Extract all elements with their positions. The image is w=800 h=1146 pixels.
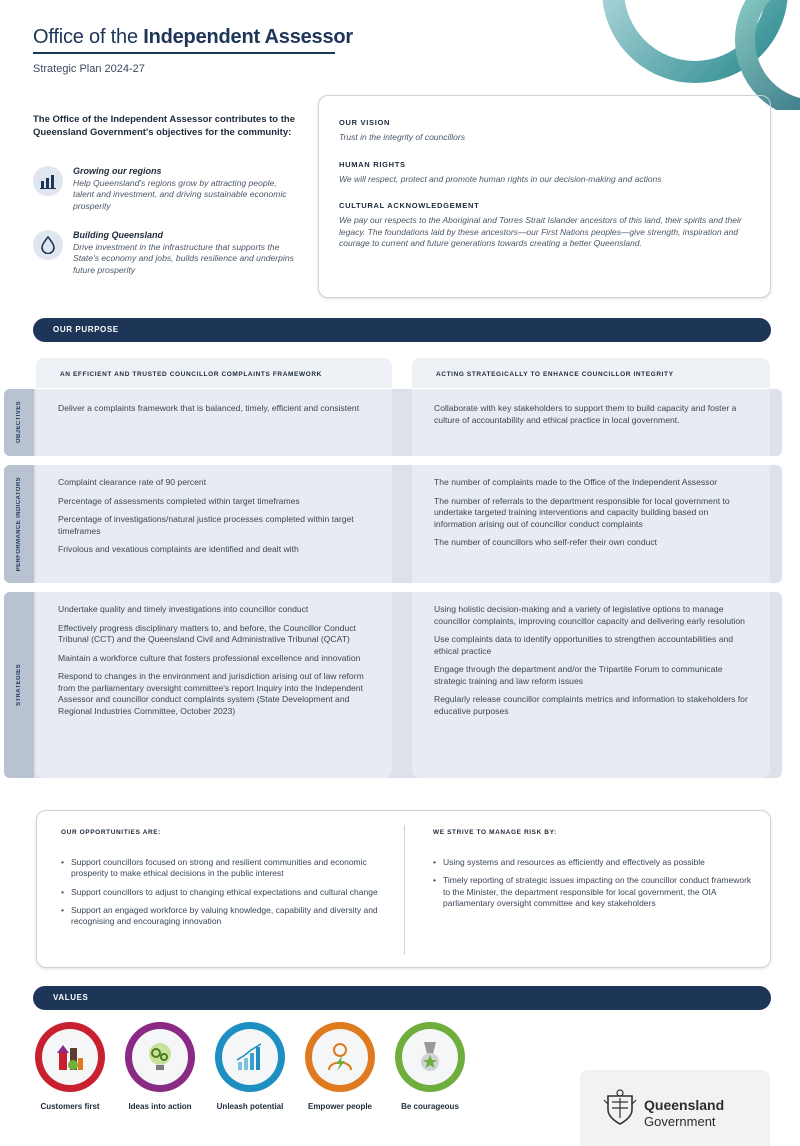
purpose-column-left-heading: AN EFFICIENT AND TRUSTED COUNCILLOR COMPLAINTS FRAMEWORK [36,358,392,388]
title-regular: Office of the [33,26,138,48]
purpose-column-right-heading: ACTING STRATEGICALLY TO ENHANCE COUNCILLOR INTEGRITY [412,358,770,388]
opportunities-risks-box [36,810,771,968]
water-drop-icon [33,230,63,260]
person-lightning-icon [312,1029,368,1085]
vision-heading: OUR VISION [339,118,391,127]
indicator-item: Percentage of investigations/natural justice processes completed within target timeframes [58,514,354,536]
objective-body: Drive investment in the infrastructure that supports the State's economy and jobs, builds resilience and underpins future prosperity [73,241,294,275]
value-label: Be courageous [401,1102,459,1111]
decorative-rings [600,0,800,110]
performance-right-cell [412,465,770,583]
indicator-item: Percentage of assessments completed within target timeframes [58,495,300,506]
community-icon [42,1029,98,1085]
strategy-item: Use complaints data to identify opportunities to strengthen accountabilities and ethical practice [434,634,734,656]
cultural-acknowledgement-text: We pay our respects to the Aboriginal and Torres Strait Islander ancestors of this land, their spirits and their legacy. The foundations laid by these ancestors—our First Nations peoples—give strength, inspiration and courage to current and future generations towards creating a better Queensland. [339,215,742,248]
queensland-government-logo [580,1070,770,1146]
strategy-item: Engage through the department and/or the Tripartite Forum to communicate strategic training and law reform issues [434,664,723,686]
objective-heading: Building Queensland [73,230,164,240]
objective-item: Collaborate with key stakeholders to support them to build capacity and foster a culture of accountability and ethical practice in local government. [434,403,737,425]
logo-text-queensland: Queensland [644,1097,725,1113]
value-customers-first [32,1022,108,1111]
value-empower-people [302,1022,378,1111]
strategy-item: Regularly release councillor complaints metrics and information to stakeholders for educative purposes [434,694,748,716]
purpose-banner: OUR PURPOSE [33,318,771,342]
vision-box [318,95,771,298]
value-label: Customers first [40,1102,100,1111]
growth-bars-icon [222,1029,278,1085]
objectives-left-cell [36,389,392,456]
gears-lightbulb-icon [132,1029,188,1085]
crest-icon [602,1088,638,1128]
list-item: • Support an engaged workforce by valuing knowledge, capability and diversity and recognising and encouraging innovation [61,905,381,928]
value-label: Unleash potential [216,1102,284,1111]
indicator-item: The number of referrals to the department responsible for local government to undertake targeted training interventions and capacity building based on information arising out of councillor conduct complaints [434,495,730,529]
strategy-item: Maintain a workforce culture that fosters professional excellence and innovation [58,652,361,663]
strategies-right-cell [412,592,770,778]
vision-text: Trust in the integrity of councillors [339,132,465,142]
human-rights-heading: HUMAN RIGHTS [339,159,406,169]
list-item: • Support councillors to adjust to changing ethical expectations and cultural change [61,887,381,898]
list-item: • Support councillors focused on strong and resilient communities and economic prosperity to make ethical decisions in the public interest [61,857,381,880]
objectives-right-cell [412,389,770,456]
opportunities-list [61,857,381,934]
opportunities-heading: OUR OPPORTUNITIES ARE: [61,829,161,836]
logo-text-government: Government [644,1114,716,1129]
strategies-left-cell [36,592,392,778]
value-be-courageous [392,1022,468,1111]
cultural-acknowledgement-heading: CULTURAL ACKNOWLEDGEMENT [339,201,480,210]
title-underline [33,52,335,54]
value-label: Ideas into action [128,1102,192,1111]
objective-growing-regions [33,166,298,212]
human-rights-text: We will respect, protect and promote human rights in our decision-making and actions [339,173,662,184]
medal-icon [402,1029,458,1085]
objective-item: Deliver a complaints framework that is balanced, timely, efficient and consistent [58,403,360,413]
indicator-item: The number of councillors who self-refer their own conduct [434,537,658,547]
strategies-label: STRATEGIES [4,592,34,778]
strategy-item: Using holistic decision-making and a variety of legislative options to manage councillor complaints, improving councillor capacity and delivering early resolution [434,604,745,626]
objectives-label: OBJECTIVES [4,389,34,456]
strategy-item: Undertake quality and timely investigations into councillor conduct [58,604,309,614]
list-item: • Timely reporting of strategic issues impacting on the councillor conduct framework to the Minister, the department responsible for local government, the OIA parliamentary oversight committee and key stakeholders [433,875,753,909]
indicator-item: Frivolous and vexatious complaints are identified and dealt with [58,544,299,554]
page-title [33,26,353,49]
intro-text: The Office of the Independent Assessor contributes to the Queensland Government's objectives for the community: [33,114,295,138]
risk-heading: WE STRIVE TO MANAGE RISK BY: [433,829,557,836]
value-unleash-potential [212,1022,288,1111]
indicator-item: Complaint clearance rate of 90 percent [58,477,207,487]
value-ideas-into-action [122,1022,198,1111]
title-bold: Independent Assessor [143,26,353,48]
strategy-item: Effectively progress disciplinary matters to, and before, the Councillor Conduct Tribunal (CCT) and the Queensland Civil and Administrative Tribunal (QCAT) [58,622,356,644]
column-divider [404,825,405,955]
objective-body: Help Queensland's regions grow by attracting people, talent and investment, and driving sustainable economic prosperity [73,177,287,211]
indicator-item: The number of complaints made to the Office of the Independent Assessor [434,477,718,487]
objective-building-queensland [33,230,298,276]
objective-heading: Growing our regions [73,166,162,176]
value-label: Empower people [307,1102,372,1111]
list-item: • Using systems and resources as efficiently and effectively as possible [433,857,753,868]
risk-list [433,857,753,916]
performance-left-cell [36,465,392,583]
values-banner: VALUES [33,986,771,1010]
buildings-chart-icon [33,166,63,196]
performance-label: PERFORMANCE INDICATORS [4,465,34,583]
page-subtitle: Strategic Plan 2024-27 [33,63,145,75]
strategy-item: Respond to changes in the environment and jurisdiction arising out of law reform from the parliamentary oversight committee's report Inquiry into the Independent Assessor and councillor conduct complaints system (State Development and Regional Industries Committee, October 2023) [58,671,364,716]
